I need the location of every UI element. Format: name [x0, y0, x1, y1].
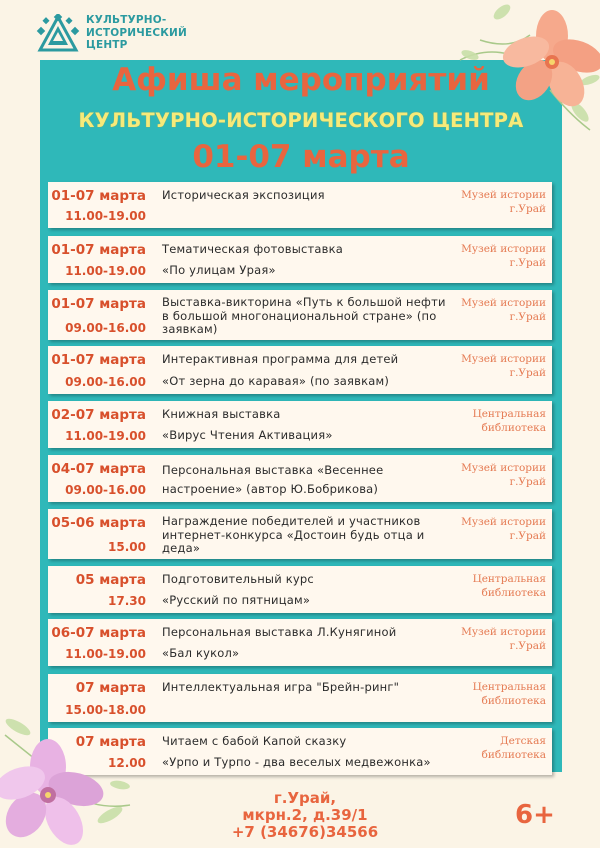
- event-place: Музей истории г.Урай: [461, 626, 546, 652]
- event-title: Историческая экспозиция: [162, 188, 325, 202]
- logo-line-1: КУЛЬТУРНО-: [86, 14, 167, 26]
- event-row: [48, 455, 552, 502]
- event-title: Персональная выставка Л.Кунягиной: [162, 625, 397, 639]
- event-date: 07 марта: [75, 680, 146, 696]
- event-place: Музей истории г.Урай: [461, 243, 546, 269]
- event-subtitle: «От зерна до каравая» (по заявкам): [162, 373, 390, 388]
- event-row: [48, 182, 552, 228]
- page-dates: 01-07 марта: [192, 139, 410, 175]
- page-title: Афиша мероприятий: [112, 62, 490, 98]
- event-place: Центральная библиотека: [472, 408, 546, 434]
- address: [160, 790, 450, 841]
- event-row: [48, 509, 552, 559]
- event-date: 01-07 марта: [51, 296, 146, 312]
- event-subtitle: «По улицам Урая»: [162, 262, 276, 277]
- event-time: 09.00-16.00: [65, 483, 146, 497]
- flower-decoration-icon: [0, 715, 150, 848]
- event-time: 12.00: [108, 756, 146, 770]
- event-time: 11.00-19.00: [65, 429, 146, 443]
- event-place: Центральная библиотека: [472, 681, 546, 707]
- logo-emblem-icon: [36, 14, 80, 54]
- event-row: [48, 236, 552, 283]
- event-title: Подготовительный курс: [162, 572, 314, 586]
- event-time: 15.00-18.00: [65, 703, 146, 717]
- event-place: Детская библиотека: [481, 735, 546, 761]
- event-title: Персональная выставка «Весеннее: [162, 463, 384, 477]
- event-title: Интеллектуальная игра "Брейн-ринг": [162, 680, 400, 694]
- logo-line-2: ИСТОРИЧЕСКИЙ: [86, 26, 187, 39]
- event-title: Интерактивная программа для детей: [162, 352, 399, 366]
- event-time: 09.00-16.00: [65, 321, 146, 335]
- event-date: 01-07 марта: [51, 352, 146, 368]
- event-time: 17.30: [108, 594, 146, 608]
- event-place: Музей истории г.Урай: [461, 462, 546, 488]
- address-city: г.Урай,: [273, 789, 337, 807]
- event-title: Тематическая фотовыставка: [162, 242, 344, 256]
- phone-number: +7 (34676)34566: [231, 823, 379, 841]
- event-time: 11.00-19.00: [65, 264, 146, 278]
- event-subtitle: «Русский по пятницам»: [162, 592, 311, 607]
- event-row: [48, 619, 552, 666]
- event-row: [48, 401, 552, 448]
- event-place: Музей истории г.Урай: [461, 297, 546, 323]
- event-place: Центральная библиотека: [472, 573, 546, 599]
- event-title: Награждение победителей и участников интернет-конкурса «Достоин будь отца и деда»: [162, 514, 425, 555]
- event-date: 05 марта: [75, 572, 146, 588]
- event-subtitle: «Вирус Чтения Активация»: [162, 427, 333, 442]
- event-time: 15.00: [108, 540, 146, 554]
- logo-text: [86, 14, 226, 52]
- event-date: 07 марта: [75, 734, 146, 750]
- event-subtitle: «Урпо и Турпо - два веселых медвежонка»: [162, 754, 431, 769]
- event-date: 06-07 марта: [51, 625, 146, 641]
- logo-line-3: ЦЕНТР: [86, 39, 128, 51]
- page-subtitle: КУЛЬТУРНО-ИСТОРИЧЕСКОГО ЦЕНТРА: [78, 109, 524, 132]
- event-title: Читаем с бабой Капой сказку: [162, 734, 347, 748]
- event-time: 11.00-19.00: [65, 209, 146, 223]
- event-date: 01-07 марта: [51, 242, 146, 258]
- logo: [36, 12, 196, 54]
- event-time: 09.00-16.00: [65, 375, 146, 389]
- event-subtitle: настроение» (автор Ю.Бобрикова): [162, 481, 379, 496]
- event-row: [48, 346, 552, 394]
- event-date: 04-07 марта: [51, 461, 146, 477]
- event-place: Музей истории г.Урай: [461, 516, 546, 542]
- event-title: Выставка-викторина «Путь к большой нефти в большой многонациональной стране» (по заявкам): [162, 295, 446, 336]
- age-rating: 6+: [515, 800, 555, 830]
- address-street: мкрн.2, д.39/1: [242, 806, 368, 824]
- event-subtitle: «Бал кукол»: [162, 645, 240, 660]
- event-row: [48, 566, 552, 613]
- event-date: 01-07 марта: [51, 188, 146, 204]
- event-date: 05-06 марта: [51, 515, 146, 531]
- event-date: 02-07 марта: [51, 407, 146, 423]
- event-place: Музей истории г.Урай: [461, 189, 546, 215]
- event-place: Музей истории г.Урай: [461, 353, 546, 379]
- event-time: 11.00-19.00: [65, 647, 146, 661]
- event-row: [48, 290, 552, 340]
- event-title: Книжная выставка: [162, 407, 281, 421]
